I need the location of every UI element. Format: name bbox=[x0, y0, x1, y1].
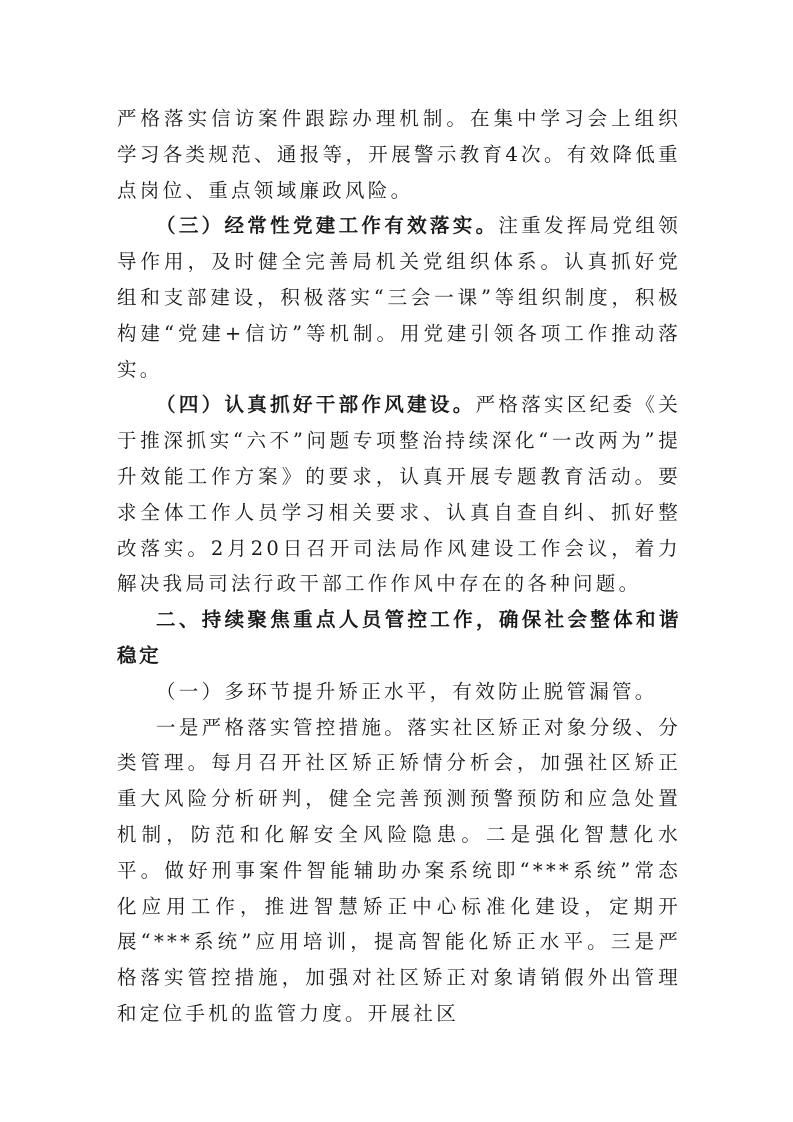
paragraph-text: 注重发挥局党组领导作用，及时健全完善局机关党组织体系。认真抓好党组和支部建设，积极落实“三会一课”等组织制度，积极构建“党建+信访”等机制。用党建引领各项工作推动落实。 bbox=[117, 214, 681, 381]
section-heading-2 bbox=[117, 602, 681, 674]
document-page bbox=[117, 101, 681, 1032]
heading-text: 二、持续聚焦重点人员管控工作，确保社会整体和谐稳定 bbox=[117, 608, 681, 667]
subsection-title: （四）认真抓好干部作风建设。 bbox=[156, 393, 476, 417]
paragraph-cadre-style bbox=[117, 387, 681, 602]
paragraph-text: 严格落实信访案件跟踪办理机制。在集中学习会上组织学习各类规范、通报等，开展警示教育4次。有效降低重点岗位、重点领域廉政风险。 bbox=[117, 107, 681, 202]
paragraph-control-measures bbox=[117, 710, 681, 1032]
paragraph-party-building bbox=[117, 208, 681, 387]
subheading-text: （一）多环节提升矫正水平，有效防止脱管漏管。 bbox=[156, 679, 658, 703]
paragraph-petition-mechanism bbox=[117, 101, 681, 208]
subsection-title: （三）经常性党建工作有效落实。 bbox=[156, 214, 499, 238]
subheading-correction-level bbox=[117, 674, 681, 710]
paragraph-text: 严格落实区纪委《关于推深抓实“六不”问题专项整治持续深化“一改两为”提升效能工作方案》的要求，认真开展专题教育活动。要求全体工作人员学习相关要求、认真自查自纠、抓好整改落实。2月20日召开司法局作风建设工作会议，着力解决我局司法行政干部工作作风中存在的各种问题。 bbox=[117, 393, 681, 596]
paragraph-text: 一是严格落实管控措施。落实社区矫正对象分级、分类管理。每月召开社区矫正矫情分析会，加强社区矫正重大风险分析研判，健全完善预测预警预防和应急处置机制，防范和化解安全风险隐患。二是强化智慧化水平。做好刑事案件智能辅助办案系统即“***系统”常态化应用工作，推进智慧矫正中心标准化建设，定期开展“***系统”应用培训，提高智能化矫正水平。三是严格落实管控措施，加强对社区矫正对象请销假外出管理和定位手机的监管力度。开展社区 bbox=[117, 715, 681, 1025]
